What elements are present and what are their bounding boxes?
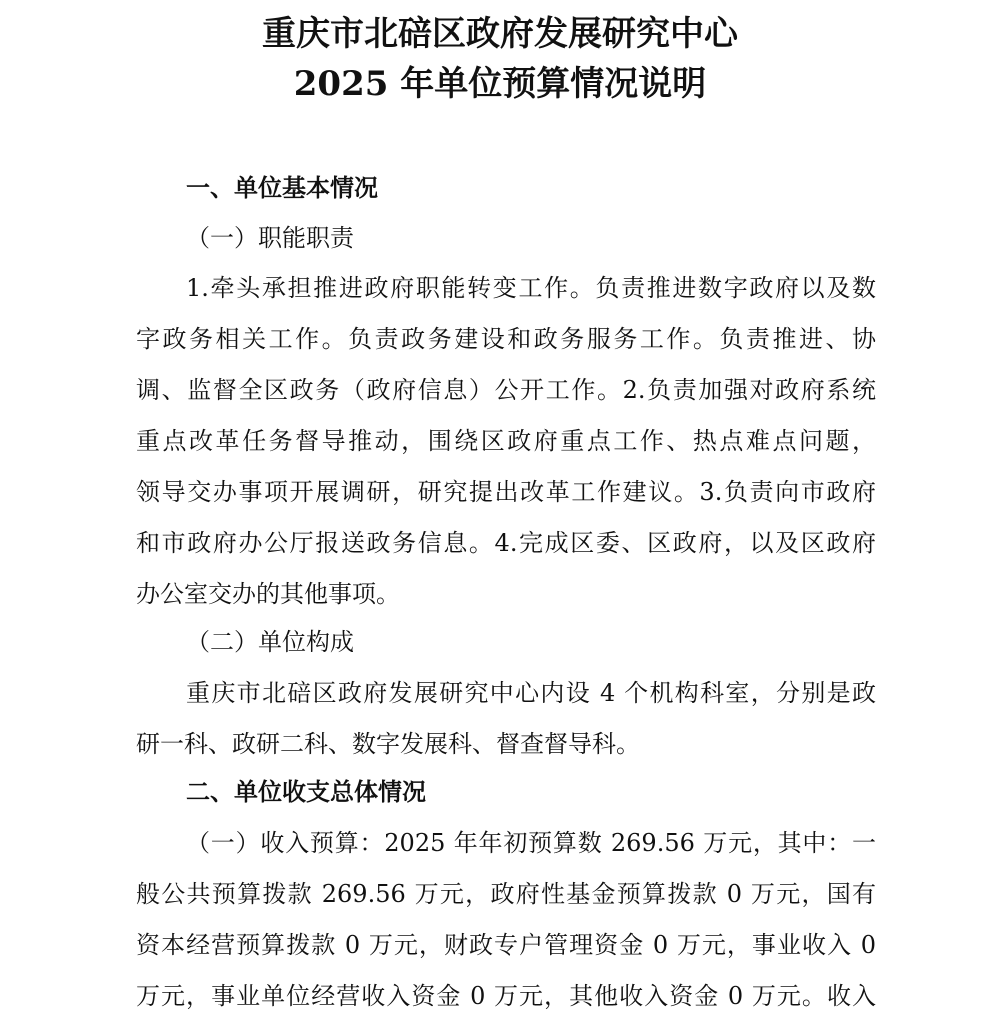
para2-line: 重庆市北碚区政府发展研究中心内设 4 个机构科室，分别是政 (186, 679, 876, 707)
sub1-heading: （一）职能职责 (186, 224, 354, 252)
para2-line: 研一科、政研二科、数字发展科、督查督导科。 (136, 730, 640, 758)
para1-line: 领导交办事项开展调研，研究提出改革工作建议。3.负责向市政府 (136, 478, 876, 506)
para3-line: （一）收入预算：2025 年年初预算数 269.56 万元，其中：一 (186, 829, 876, 857)
para1-line: 1.牵头承担推进政府职能转变工作。负责推进数字政府以及数 (186, 274, 876, 302)
para3-line: 资本经营预算拨款 0 万元，财政专户管理资金 0 万元，事业收入 0 (136, 931, 876, 959)
para1-line: 办公室交办的其他事项。 (136, 580, 400, 608)
document-title-line1: 重庆市北碚区政府发展研究中心 (262, 14, 738, 54)
sub2-heading: （二）单位构成 (186, 628, 354, 656)
para1-line: 和市政府办公厅报送政务信息。4.完成区委、区政府，以及区政府 (136, 529, 876, 557)
para1-line: 调、监督全区政务（政府信息）公开工作。2.负责加强对政府系统 (136, 376, 876, 404)
document-title-line2: 2025 年单位预算情况说明 (293, 64, 707, 104)
para1-line: 重点改革任务督导推动，围绕区政府重点工作、热点难点问题， (136, 427, 876, 455)
para3-line: 般公共预算拨款 269.56 万元，政府性基金预算拨款 0 万元，国有 (136, 880, 876, 908)
para1-line: 字政务相关工作。负责政务建设和政务服务工作。负责推进、协 (136, 325, 876, 353)
para3-line: 万元，事业单位经营收入资金 0 万元，其他收入资金 0 万元。收入 (136, 982, 876, 1010)
section2-heading: 二、单位收支总体情况 (186, 777, 426, 806)
section1-heading: 一、单位基本情况 (186, 173, 378, 202)
